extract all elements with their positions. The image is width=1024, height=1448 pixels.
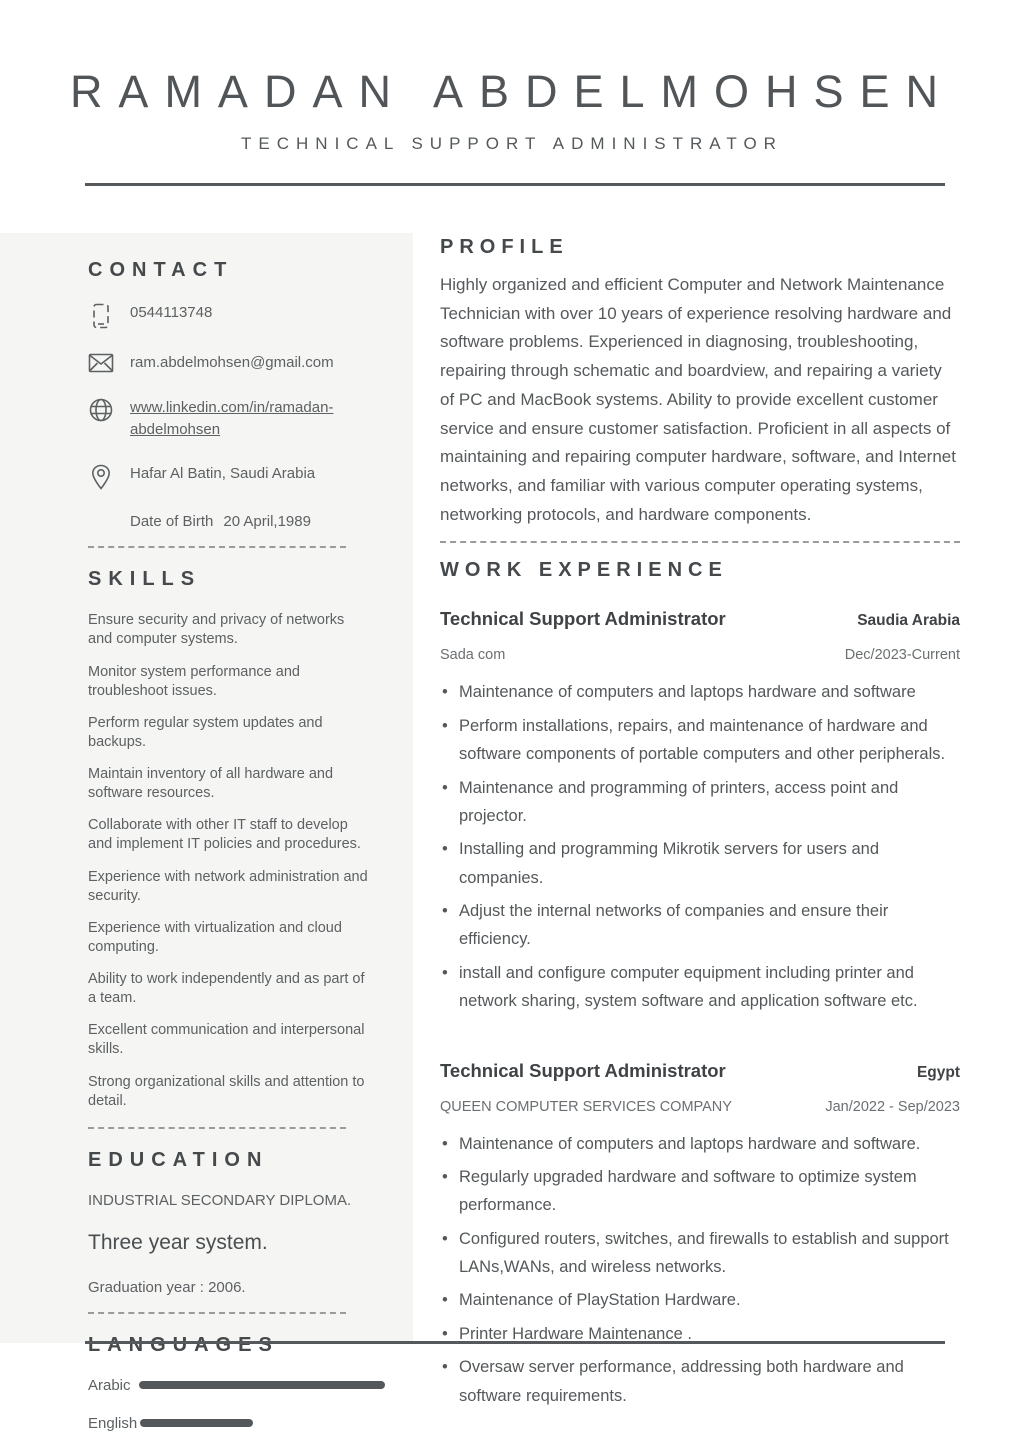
- contact-item-location: [88, 463, 385, 490]
- contact-section: [88, 259, 385, 548]
- skills-section: [88, 568, 385, 1129]
- job-bullet-list: [440, 1130, 960, 1410]
- location-icon: [88, 463, 114, 490]
- dob-label: Date of Birth: [130, 513, 214, 531]
- sidebar: [0, 233, 413, 1432]
- job-company: QUEEN COMPUTER SERVICES COMPANY: [440, 1098, 732, 1115]
- sidebar-divider: [88, 1312, 346, 1314]
- job-bullet: • Oversaw server performance, addressing both hardware and software requirements.: [440, 1353, 960, 1410]
- skill-item: Collaborate with other IT staff to develop and implement IT policies and procedures.: [88, 817, 361, 853]
- job-subheader: [440, 1099, 960, 1115]
- education-system: Three year system.: [88, 1230, 268, 1254]
- skill-item: Experience with network administration and security.: [88, 868, 368, 904]
- education-section: [88, 1149, 385, 1314]
- education-heading: EDUCATION: [88, 1148, 269, 1171]
- email-address: ram.abdelmohsen@gmail.com: [130, 354, 334, 371]
- job-bullet: • Regularly upgraded hardware and software to optimize system performance.: [440, 1163, 960, 1220]
- skills-heading: SKILLS: [88, 568, 202, 591]
- email-icon: [88, 352, 114, 373]
- skill-item: Excellent communication and interpersonal skills.: [88, 1022, 365, 1058]
- dob-value: 20 April,1989: [223, 513, 311, 531]
- job-location: Egypt: [916, 1063, 960, 1081]
- globe-icon: [88, 397, 114, 422]
- job-bullet: • Maintenance of computers and laptops hardware and software: [440, 678, 960, 706]
- job-title: Technical Support Administrator: [440, 1059, 726, 1081]
- skill-item: Perform regular system updates and backups.: [88, 714, 323, 750]
- phone-icon: [88, 302, 114, 329]
- job-bullet: • Printer Hardware Maintenance .: [440, 1320, 960, 1348]
- job-title: Technical Support Administrator: [440, 608, 726, 630]
- job-bullet: • Adjust the internal networks of companies and ensure their efficiency.: [440, 897, 960, 954]
- job-subheader: [440, 647, 960, 663]
- skill-item: Strong organizational skills and attention to detail.: [88, 1073, 365, 1109]
- profile-text: Highly organized and efficient Computer and Network Maintenance Technician with over 10 years of experience resolving hardware and software problems. Experienced in diagnosing, troubleshooting, repairing through schematic and boardview, and repairing a variety of PC and MacBook systems. Ability to provide excellent customer service and ensure customer satisfaction. Proficient in all aspects of maintaining and repairing computer hardware, software, and Internet networks, and familiar with various computer operating systems, networking protocols, and hardware components.: [440, 275, 956, 524]
- language-level-bar: [139, 1381, 385, 1389]
- job-entry: [440, 1060, 960, 1410]
- language-name: Arabic: [88, 1376, 131, 1394]
- skill-item: Ability to work independently and as part of a team.: [88, 971, 365, 1007]
- profile-heading: PROFILE: [440, 236, 569, 258]
- education-graduation: Graduation year : 2006.: [88, 1278, 246, 1296]
- job-bullet-list: [440, 678, 960, 1015]
- job-bullet: • Configured routers, switches, and firewalls to establish and support LANs,WANs, and wireless networks.: [440, 1225, 960, 1282]
- job-bullet: • Installing and programming Mikrotik servers for users and companies.: [440, 835, 960, 892]
- job-company: Sada com: [440, 647, 506, 664]
- work-experience-section: [440, 559, 960, 1410]
- job-header: [440, 1060, 960, 1082]
- top-divider: [85, 183, 945, 186]
- skill-item: Monitor system performance and troubleshoot issues.: [88, 663, 300, 699]
- skill-item: Ensure security and privacy of networks and computer systems.: [88, 612, 345, 648]
- education-diploma: INDUSTRIAL SECONDARY DIPLOMA.: [88, 1191, 352, 1209]
- languages-heading: LANGUAGES: [88, 1333, 279, 1356]
- job-entry: [440, 608, 960, 1015]
- skill-item: Maintain inventory of all hardware and software resources.: [88, 766, 334, 802]
- profile-section: [440, 236, 960, 543]
- languages-section: [88, 1334, 385, 1432]
- language-name: English: [88, 1414, 138, 1432]
- job-bullet: • Maintenance of PlayStation Hardware.: [440, 1286, 960, 1314]
- job-bullet: • install and configure computer equipment including printer and network sharing, system software and application software etc.: [440, 959, 960, 1016]
- contact-item-phone: [88, 302, 385, 329]
- job-bullet: • Perform installations, repairs, and maintenance of hardware and software components of portable computers and other peripherals.: [440, 712, 960, 769]
- phone-number: 0544113748: [130, 304, 213, 321]
- bottom-divider: [85, 1341, 945, 1344]
- job-location: Saudia Arabia: [857, 612, 960, 630]
- job-dates: Jan/2022 - Sep/2023: [825, 1098, 960, 1115]
- header: [0, 66, 1024, 154]
- job-dates: Dec/2023-Current: [844, 647, 960, 664]
- linkedin-link[interactable]: www.linkedin.com/in/ramadan-abdelmohsen: [130, 398, 334, 438]
- language-level-bar: [140, 1419, 253, 1427]
- date-of-birth: [130, 513, 385, 530]
- location-text: Hafar Al Batin, Saudi Arabia: [130, 465, 316, 483]
- language-row: [88, 1415, 385, 1432]
- contact-heading: CONTACT: [88, 259, 234, 281]
- work-experience-heading: WORK EXPERIENCE: [440, 559, 728, 582]
- person-job-title: TECHNICAL SUPPORT ADMINISTRATOR: [241, 134, 783, 153]
- language-row: [88, 1377, 385, 1394]
- sidebar-divider: [88, 1127, 346, 1129]
- skills-list: [88, 611, 385, 1111]
- skill-item: Experience with virtualization and cloud computing.: [88, 919, 342, 955]
- main-column: [440, 236, 960, 1415]
- person-name: RAMADAN ABDELMOHSEN: [69, 66, 955, 117]
- contact-item-linkedin: [88, 397, 385, 441]
- sidebar-divider: [88, 546, 346, 548]
- job-bullet: • Maintenance of computers and laptops hardware and software.: [440, 1130, 960, 1158]
- job-header: [440, 608, 960, 630]
- main-divider: [440, 541, 960, 543]
- job-bullet: • Maintenance and programming of printers, access point and projector.: [440, 774, 960, 831]
- contact-item-email: [88, 352, 385, 374]
